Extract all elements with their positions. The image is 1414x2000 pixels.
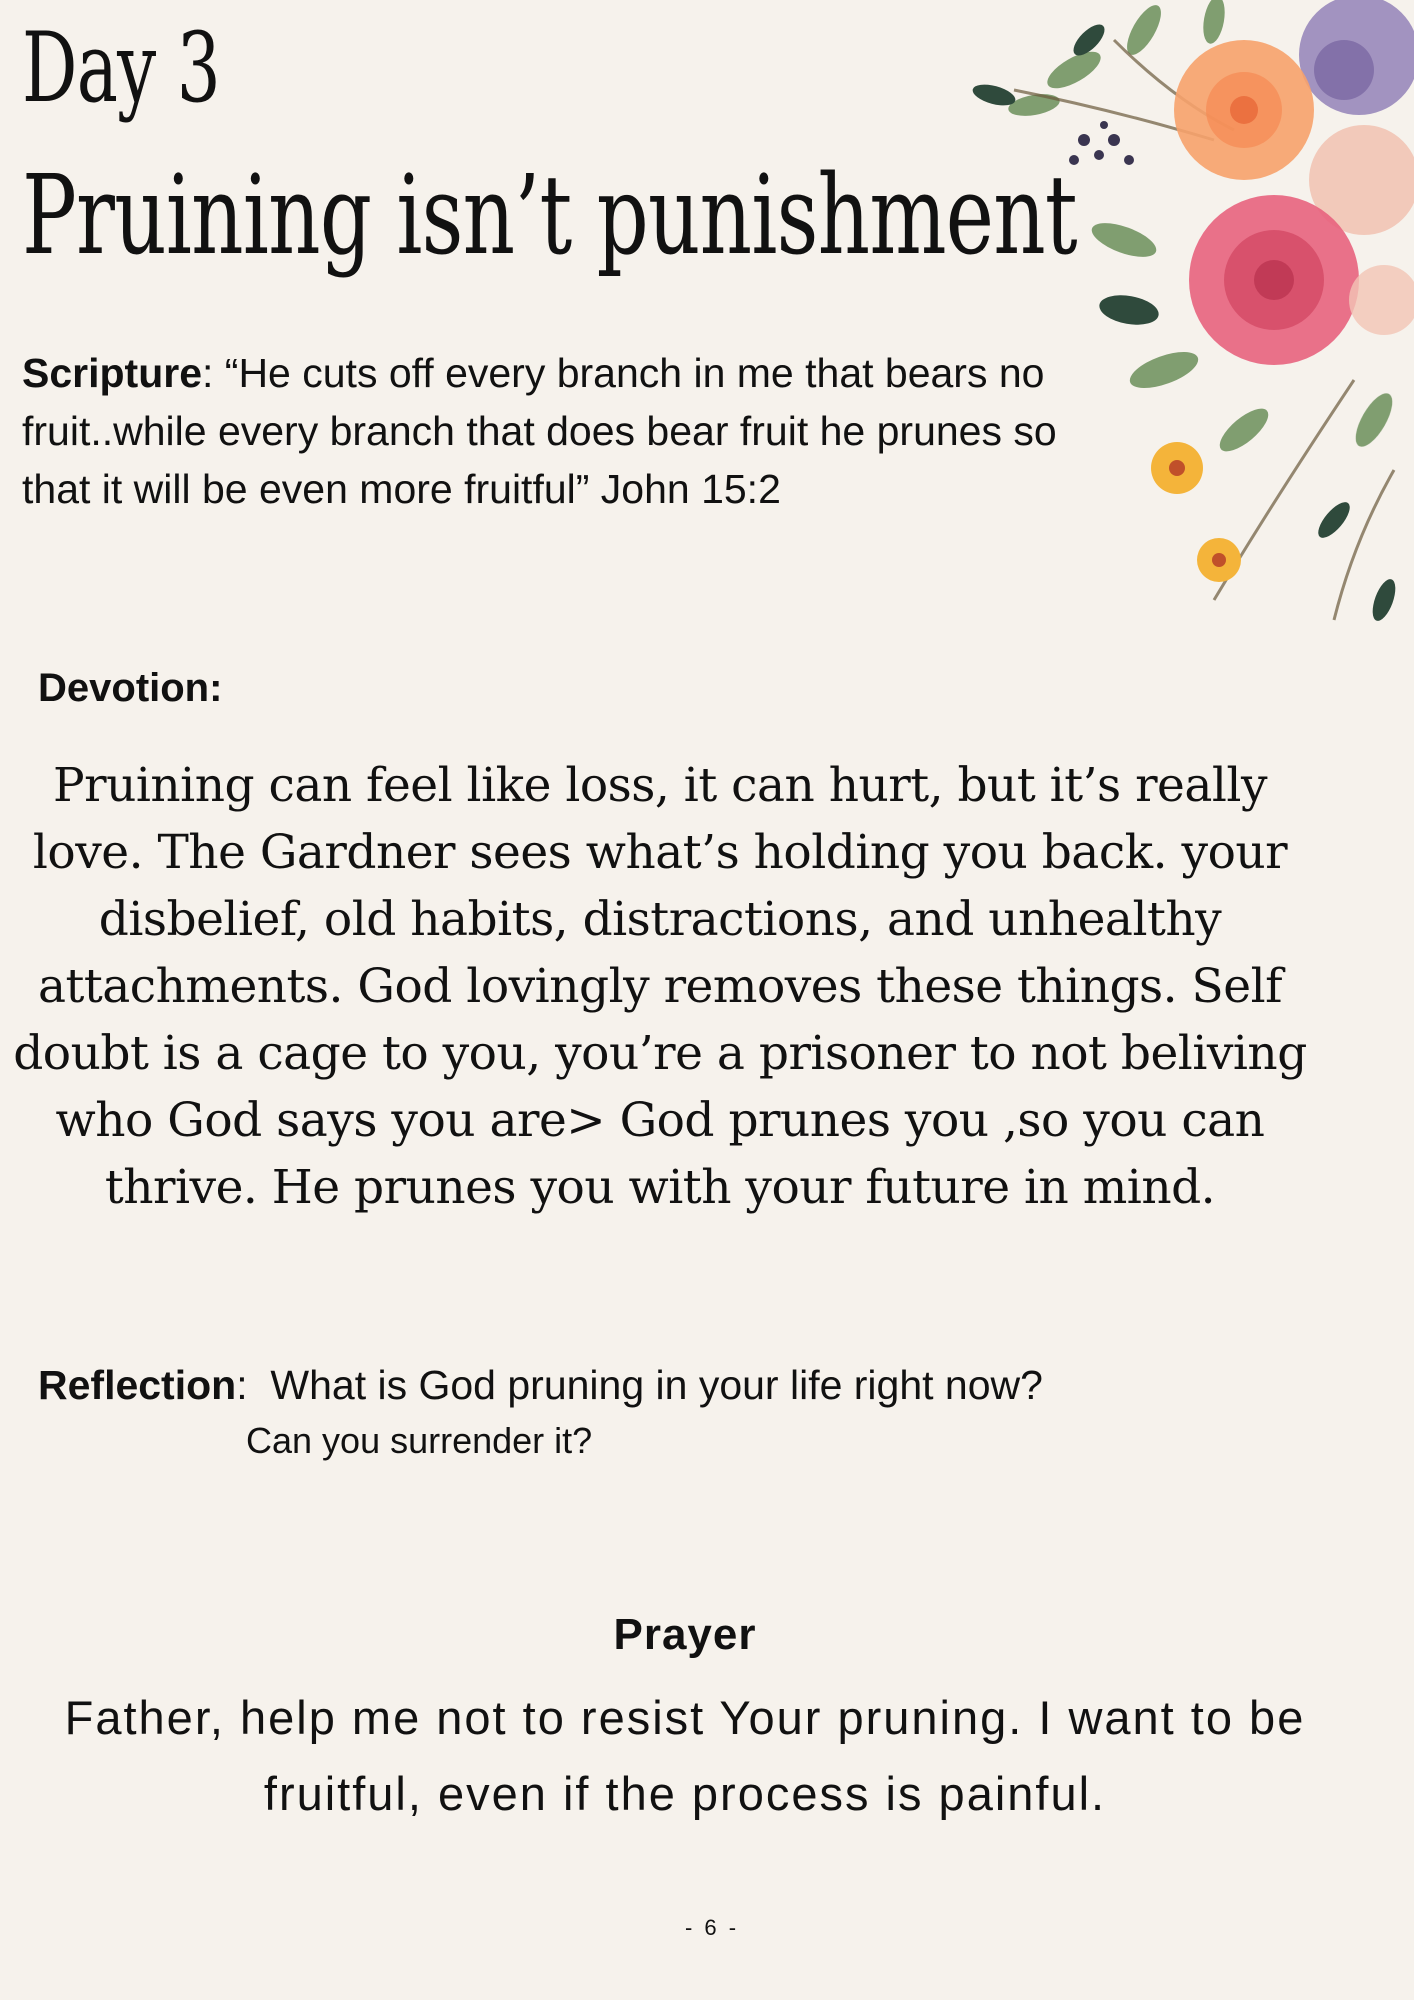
scripture-section: Scripture: “He cuts off every branch in me that bears no fruit..while every branch that does bear fruit he prunes so that it will be even more fruitful” John 15:2 [22, 350, 1057, 512]
reflection-label: Reflection [38, 1362, 237, 1408]
devotion-line: attachments. God lovingly removes these things. Self [37, 959, 1282, 1014]
devotion-line: who God says you are> God prunes you ,so you can [55, 1093, 1265, 1148]
devotion-line: disbelief, old habits, distractions, and unhealthy [98, 892, 1222, 947]
scripture-line: that it will be even more fruitful” John 15:2 [22, 466, 781, 512]
devotion-line: Pruining can feel like loss, it can hurt, but it’s really [53, 758, 1267, 813]
day-title: Day 3 [22, 12, 221, 124]
devotion-text [0, 752, 1320, 1221]
devotion-line: thrive. He prunes you with your future in mind. [104, 1160, 1216, 1215]
scripture-label: Scripture [22, 350, 202, 396]
floral-bouquet-icon [914, 0, 1414, 660]
prayer-line: fruitful, even if the process is painful. [263, 1767, 1107, 1820]
scripture-line: fruit..while every branch that does bear fruit he prunes so [22, 408, 1057, 454]
page-number: - 6 - [684, 1915, 740, 1940]
devotion-line: love. The Gardner sees what’s holding you back. your [32, 825, 1288, 880]
prayer-heading: Prayer [613, 1610, 757, 1659]
reflection-question: What is God pruning in your life right now? [270, 1362, 1043, 1408]
scripture-line: “He cuts off every branch in me that bears no [224, 350, 1045, 396]
reflection-question-followup: Can you surrender it? [246, 1420, 593, 1461]
reflection-section: Reflection: What is God pruning in your life right now? [38, 1362, 1043, 1408]
prayer-text [0, 1680, 1370, 1832]
devotion-line: doubt is a cage to you, you’re a prisoner to not beliving [13, 1026, 1307, 1081]
devotion-label: Devotion: [38, 666, 223, 710]
page-title: Pruining isn’t punishment [22, 151, 1077, 279]
prayer-line: Father, help me not to resist Your pruning. I want to be [64, 1691, 1306, 1744]
